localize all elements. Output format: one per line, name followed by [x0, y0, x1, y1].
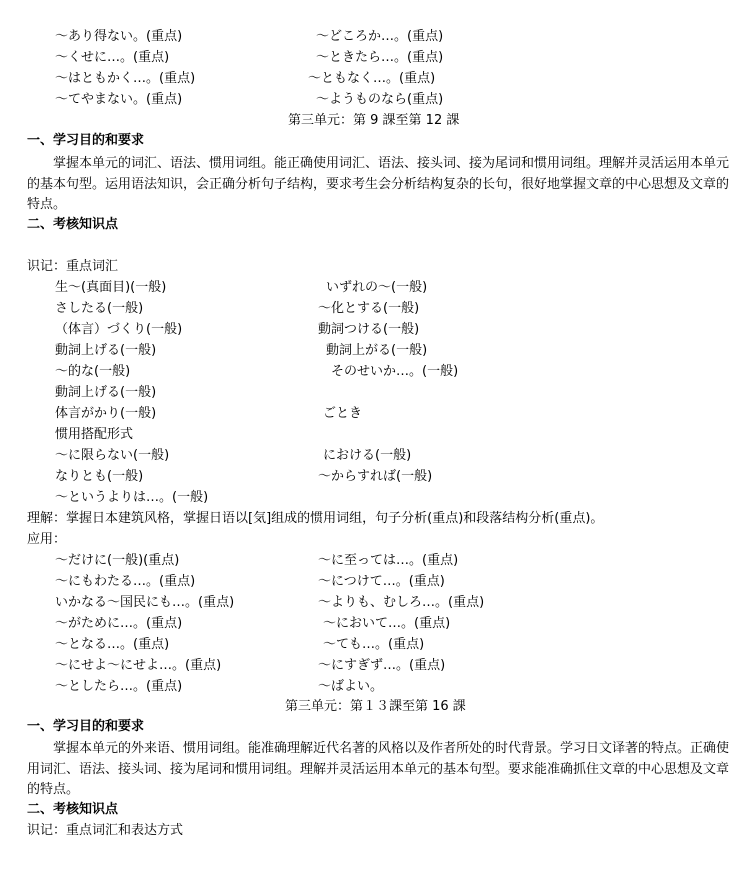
unit-title: 第三单元：第１３課至第 16 課: [285, 699, 466, 714]
section-heading: 一、学习目的和要求: [27, 719, 145, 734]
app-item: ～につけて…。(重点): [318, 574, 445, 589]
list-item: ～どころか…。(重点): [316, 29, 444, 44]
app-item: ～よりも、むしろ…。(重点): [318, 595, 485, 610]
app-item: ～にもわたる…。(重点): [55, 574, 196, 589]
app-item: ～ても…。(重点): [323, 637, 425, 652]
vocab-item: 生～(真面目)(一般): [55, 280, 167, 295]
app-item: ～ばよい。: [318, 679, 384, 694]
vocab-item: ごとき: [323, 406, 363, 421]
vocab-item: 惯用搭配形式: [55, 427, 134, 442]
section-heading: 二、考核知识点: [27, 217, 119, 232]
vocab-item: （体言）づくり(一般): [55, 322, 183, 337]
list-item: ～ときたら…。(重点): [316, 50, 444, 65]
vocab-item: 動詞上げる(一般): [55, 385, 157, 400]
lijie-line: 理解：掌握日本建筑风格，掌握日语以[気]组成的惯用词组，句子分析(重点)和段落结构分析(重点)。: [27, 511, 604, 526]
unit-title: 第三单元：第 9 課至第 12 課: [288, 113, 460, 128]
shiji-label: 识记：重点词汇和表达方式: [27, 823, 184, 838]
section-heading: 一、学习目的和要求: [27, 133, 145, 148]
list-item: ～ようものなら(重点): [316, 92, 444, 107]
vocab-item: ～化とする(一般): [318, 301, 420, 316]
app-item: ～において…。(重点): [323, 616, 451, 631]
shiji-label: 识记：重点词汇: [27, 259, 119, 274]
app-item: ～となる…。(重点): [55, 637, 170, 652]
vocab-item: 体言がかり(一般): [55, 406, 157, 421]
list-item: ～ともなく…。(重点): [308, 71, 436, 86]
app-item: いかなる～国民にも…。(重点): [55, 595, 235, 610]
section-heading: 二、考核知识点: [27, 802, 119, 817]
vocab-item: ～というよりは…。(一般): [55, 490, 209, 505]
yingyong-label: 应用：: [27, 532, 67, 547]
paragraph-text: 掌握本单元的外来语、惯用词组。能准确理解近代名著的风格以及作者所处的时代背景。学习日文译著的特点。正确使用词汇、语法、接头词、接为尾词和惯用词组。理解并灵活运用本单元的基本句型。要求能准确抓住文章的中心思想及文章的特点。: [27, 741, 730, 797]
section-paragraph: [27, 739, 729, 801]
list-item: ～あり得ない。(重点): [55, 29, 183, 44]
app-item: ～にせよ～にせよ…。(重点): [55, 658, 222, 673]
vocab-item: における(一般): [323, 448, 412, 463]
app-item: ～にすぎず…。(重点): [318, 658, 446, 673]
list-item: ～くせに…。(重点): [55, 50, 170, 65]
section-paragraph: [27, 154, 729, 216]
paragraph-text: 掌握本单元的词汇、语法、惯用词组。能正确使用词汇、语法、接头词、接为尾词和惯用词组。理解并灵活运用本单元的基本句型。运用语法知识，会正确分析句子结构，要求考生会分析结构复杂的长句，很好地掌握文章的中心思想及文章的特点。: [27, 156, 730, 212]
vocab-item: そのせいか…。(一般): [331, 364, 459, 379]
vocab-item: なりとも(一般): [55, 469, 144, 484]
app-item: ～としたら…。(重点): [55, 679, 183, 694]
app-item: ～だけに(一般)(重点): [55, 553, 180, 568]
app-item: ～に至っては…。(重点): [318, 553, 459, 568]
app-item: ～がために…。(重点): [55, 616, 183, 631]
vocab-item: いずれの～(一般): [326, 280, 428, 295]
vocab-item: さしたる(一般): [55, 301, 144, 316]
vocab-item: 動詞上がる(一般): [326, 343, 428, 358]
list-item: ～はともかく…。(重点): [55, 71, 196, 86]
vocab-item: 動詞つける(一般): [318, 322, 420, 337]
list-item: ～てやまない。(重点): [55, 92, 183, 107]
vocab-item: ～的な(一般): [55, 364, 131, 379]
vocab-item: ～に限らない(一般): [55, 448, 170, 463]
vocab-item: 動詞上げる(一般): [55, 343, 157, 358]
vocab-item: ～からすれば(一般): [318, 469, 433, 484]
